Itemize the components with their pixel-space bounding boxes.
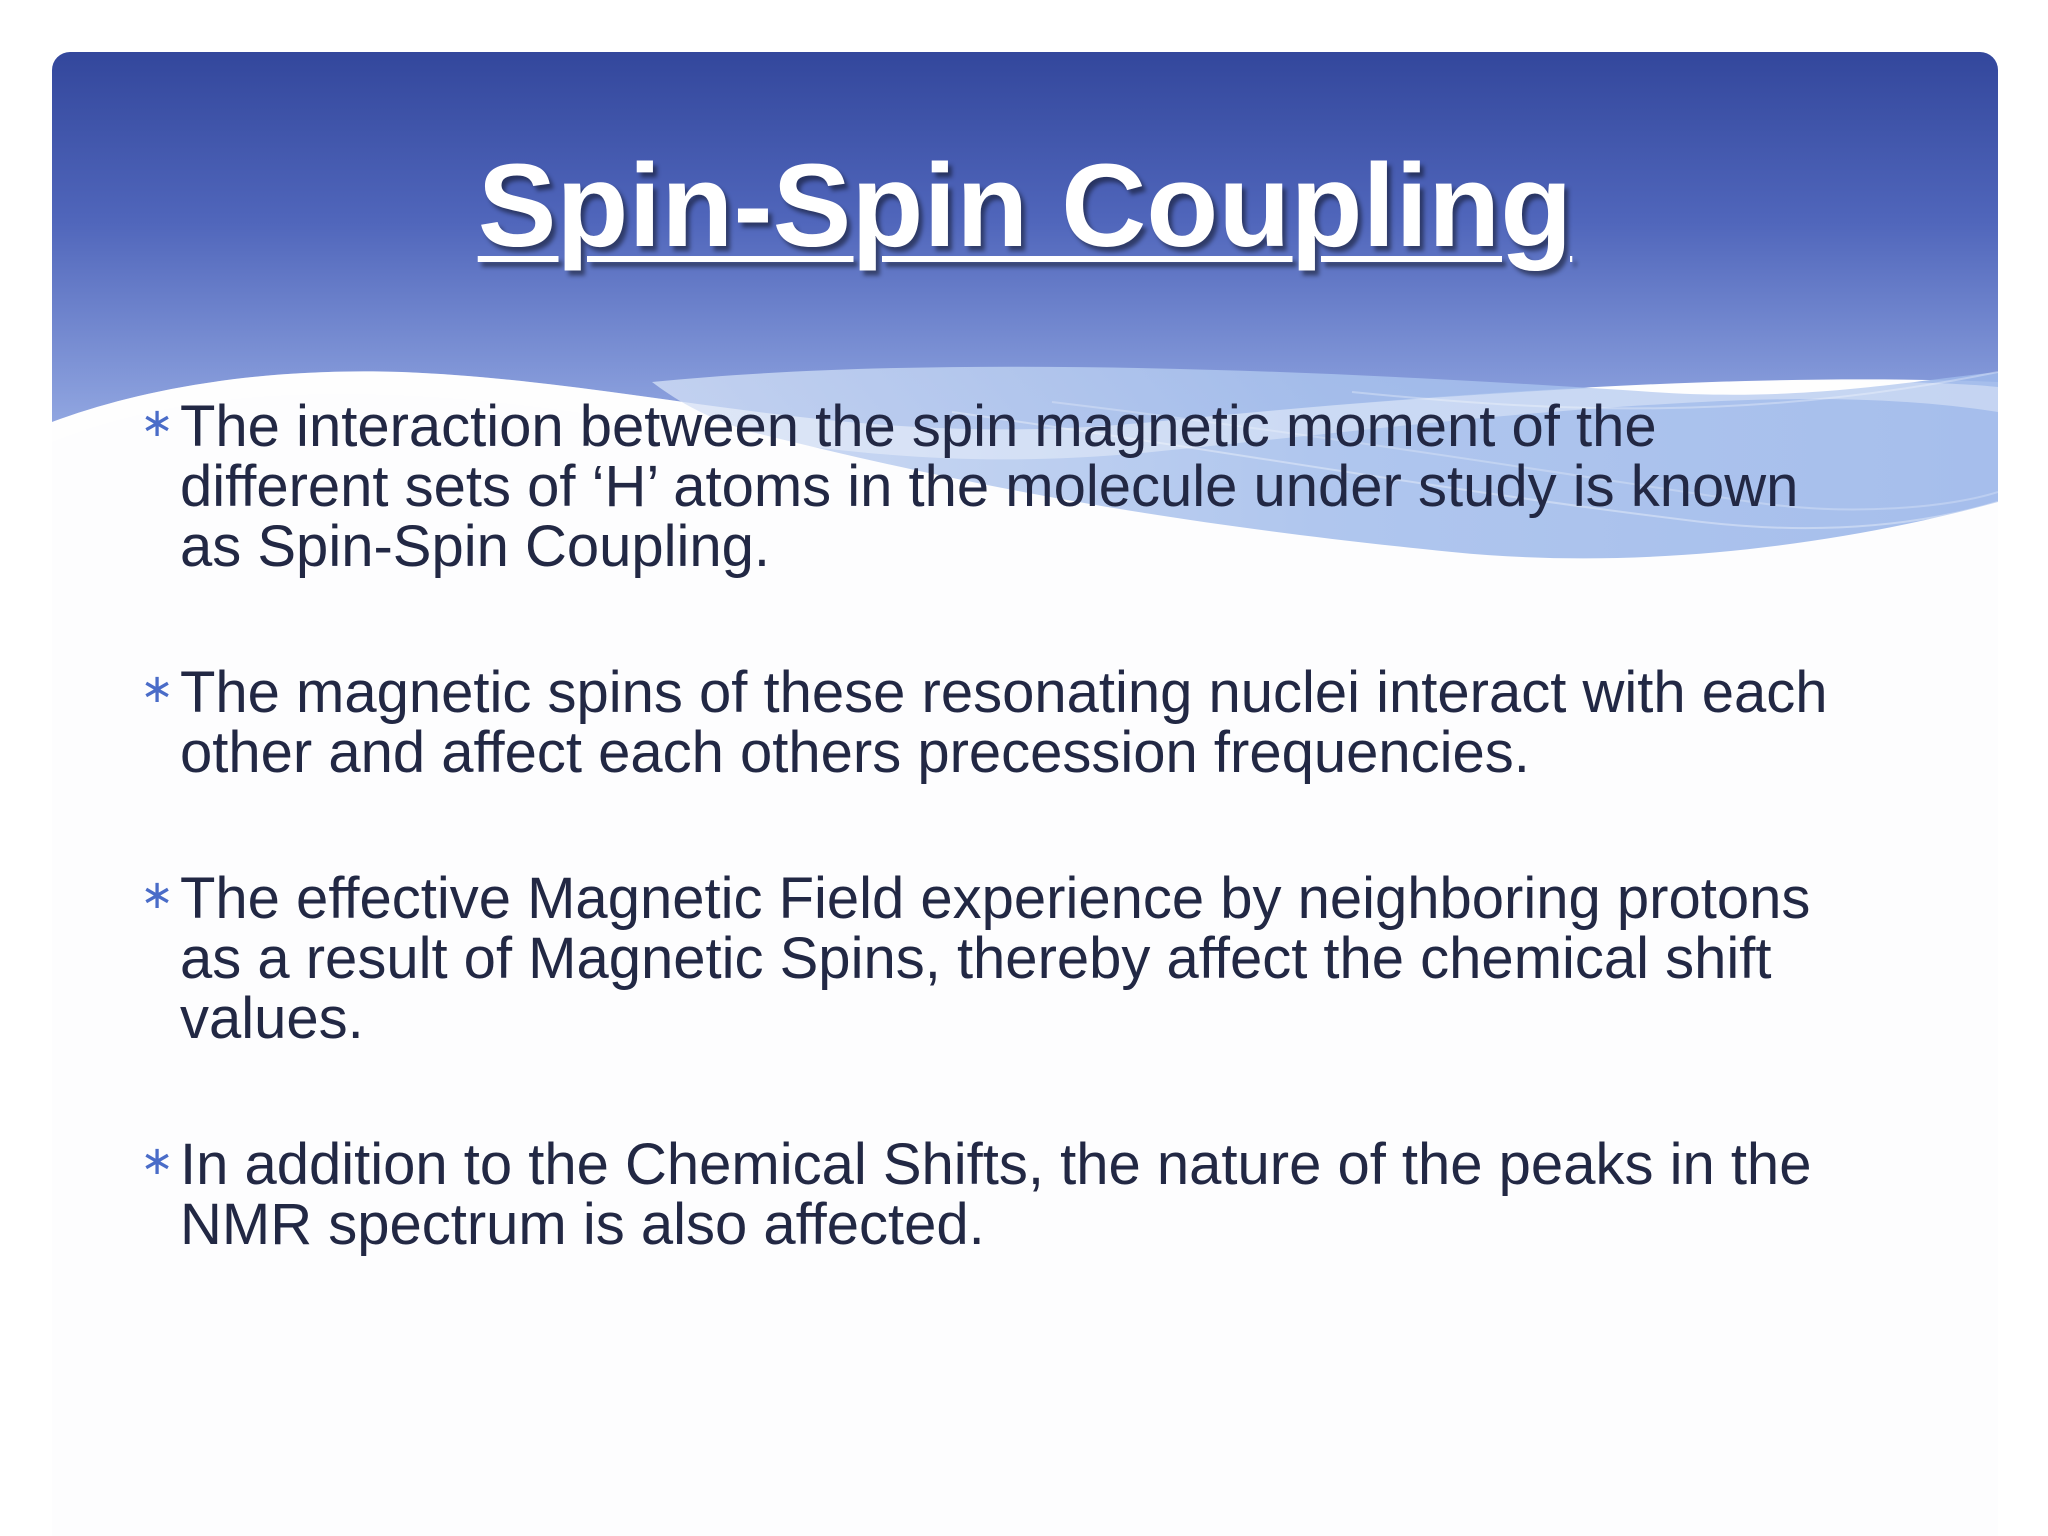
bullet-text: In addition to the Chemical Shifts, the nature of the peaks in the NMR spectrum is also affected. (180, 1132, 1812, 1257)
asterisk-icon: ∗ (140, 666, 174, 712)
bullet-list (80, 394, 1980, 1341)
bullet-text: The interaction between the spin magnetic moment of the different sets of ‘H’ atoms in the molecule under study is known as Spin-Spin Coupling. (180, 394, 1799, 579)
slide-title: Spin-Spin Coupling (477, 140, 1573, 272)
asterisk-icon: ∗ (140, 872, 174, 918)
bullet-item (80, 394, 1980, 579)
slide (52, 52, 1998, 1536)
asterisk-icon: ∗ (140, 1138, 174, 1184)
bullet-text: The effective Magnetic Field experience by neighboring protons as a result of Magnetic Spins, thereby affect the chemical shift values. (180, 866, 1811, 1051)
bullet-item (80, 660, 1980, 785)
bullet-item (80, 866, 1980, 1051)
bullet-item (80, 1132, 1980, 1257)
asterisk-icon: ∗ (140, 400, 174, 446)
bullet-text: The magnetic spins of these resonating nuclei interact with each other and affect each others precession frequencies. (180, 660, 1828, 785)
